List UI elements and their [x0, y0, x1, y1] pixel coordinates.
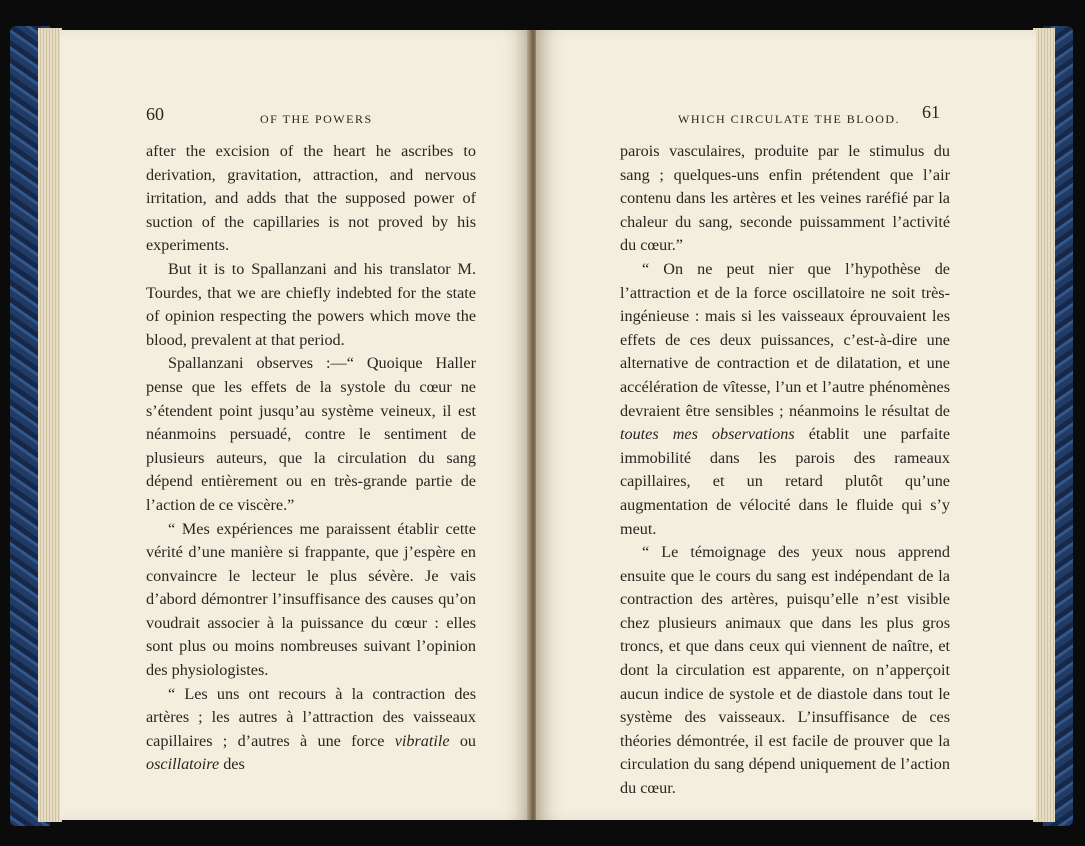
left-page-body [146, 140, 476, 777]
left-page-number: 60 [146, 104, 164, 124]
right-paragraph-2 [620, 258, 950, 541]
italic-oscillatoire: oscillatoire [146, 755, 220, 774]
left-paragraph-1: after the excision of the heart he ascribes to derivation, gravitation, attraction, and nervous irritation, and adds that the supposed power of suction of the capillaries is not proved by his experiments. [146, 142, 476, 255]
right-paragraph-3: “ Le témoignage des yeux nous apprend ensuite que le cours du sang est indépendant de la contraction des artères, puisqu’elle n’est visible chez plusieurs animaux que dans les plus gros troncs, et que dans ceux qui viennent de naître, et dont la circulation est apparente, on n’apperçoit aucun indice de systole et de diastole dans tout le système des vaisseaux. L’insuffisance de ces théories démontrée, il est facile de prouver que la circulation du sang dépend uniquement de l’action du cœur. [620, 543, 950, 798]
right-paragraph-2-end: établit une parfaite immobilité dans les parois des rameaux capillaires, et un retard plutôt qu’une augmentation de vélocité dans le fluide qui s’y meut. [620, 425, 951, 538]
page-edges-right [1033, 28, 1055, 822]
left-paragraph-5-end: des [219, 755, 245, 774]
italic-observations: toutes mes observations [620, 425, 795, 444]
left-paragraph-5 [146, 683, 476, 777]
italic-vibratile: vibratile [394, 731, 450, 750]
left-running-head: OF THE POWERS [260, 112, 373, 126]
left-paragraph-4: “ Mes expériences me paraissent établir cette vérité d’une manière si frappante, que j’espère en convaincre le lecteur le plus sévère. Je vais d’abord démontrer l’insuffisance des causes qu’on voudrait associer à la puissance du cœur : elles sont plus ou moins nombreuses suivant l’opinion des physiologistes. [146, 519, 476, 680]
page-edges-left [38, 28, 62, 822]
right-paragraph-1: parois vasculaires, produite par le stimulus du sang ; quelques-uns enfin prétendent que l’air contenu dans les artères et les veines raréfié par la chaleur du sang, seconde puissamment l’activité du cœur.” [620, 142, 950, 255]
right-page [536, 30, 1036, 820]
right-page-number: 61 [922, 102, 940, 122]
right-page-body [620, 140, 950, 801]
right-paragraph-2-text: “ On ne peut nier que l’hypothèse de l’attraction et de la force oscillatoire ne soit très-ingénieuse : mais si les vaisseaux éprouvaient les effets de ces deux puissances, c’est-à-dire une alternative de contraction et de dilatation, et une accélération de vîtesse, l’un et l’autre phénomènes devraient être sensibles ; néanmoins le résultat de [620, 259, 950, 420]
left-paragraph-5-mid: ou [449, 731, 477, 750]
left-paragraph-2: But it is to Spallanzani and his translator M. Tourdes, that we are chiefly indebted for the state of opinion respecting the powers which move the blood, prevalent at that period. [146, 259, 476, 349]
left-paragraph-5-text: “ Les uns ont recours à la contraction des artères ; les autres à l’attraction des vaisseaux capillaires ; d’autres à une force [146, 684, 476, 750]
left-paragraph-3: Spallanzani observes :—“ Quoique Haller pense que les effets de la systole du cœur ne s’étendent point jusqu’au système veineux, il est néanmoins persuadé, contre le sentiment de plusieurs auteurs, que la circulation du sang dépend entièrement ou en très-grande partie de l’action de ce viscère.” [146, 354, 476, 514]
right-running-head: WHICH CIRCULATE THE BLOOD. [678, 112, 901, 126]
left-page [60, 30, 530, 820]
